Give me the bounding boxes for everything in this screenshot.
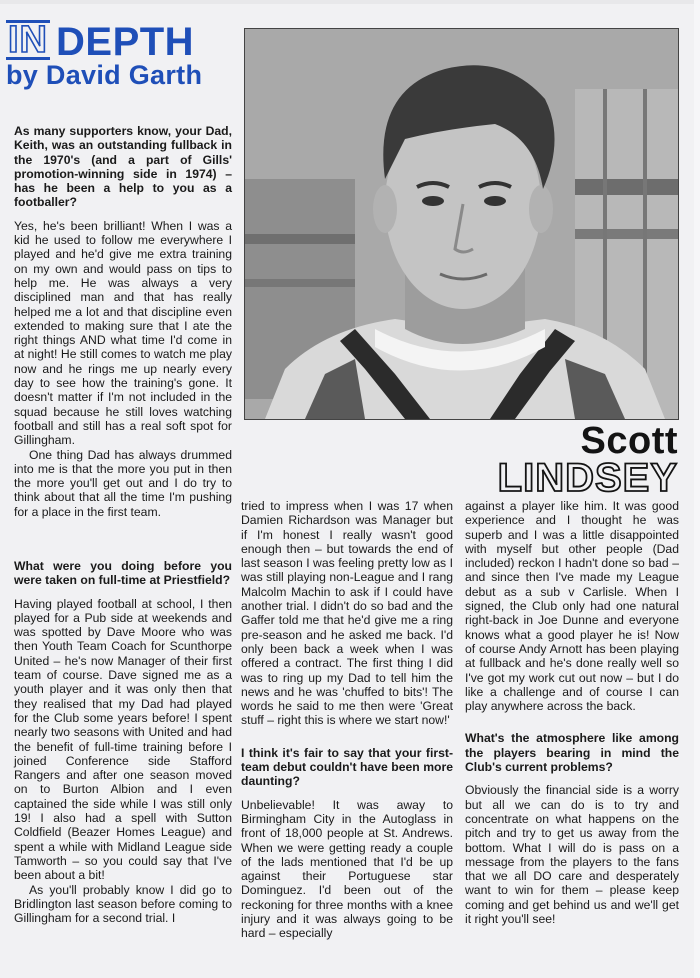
answer-2-continued: tried to impress when I was 17 when Damien Richardson was Manager but if I'm honest I really wasn't good enough then – but towards the end of last season I was feeling pretty low as I was still playing non-League and I rang Malcolm Machin to ask if I could have another trial. I didn't do so bad and the Gaffer told me that he'd give me a ring pre-season and he asked me back. I'd only been back a week when I was offered a contract. The first thing I did was to ring up my Dad to tell him the news and he was 'chuffed to bits'! The words he said to me then were 'Great stuff – right this is where we start now!' (241, 499, 453, 728)
question-1: As many supporters know, your Dad, Keith, was an outstanding fullback in the 1970's (and a part of Gills' promotion-winning side in 1974) – has he been a help to you as a footballer? (14, 124, 232, 210)
page-right-margin (694, 0, 700, 978)
answer-3-continued: against a player like him. It was good experience and I thought he was superb and I was a little disappointed with myself but other people (Dad included) reckon I hadn't done so bad – and since then I've made my League debut as a sub v Carlisle. When I signed, the Club only had one natural right-back in Joe Dunne and everyone knows what a good player he is! Now of course Andy Arnott has been playing at fullback and he's done really well so I've got my work cut out now – but I do like a challenge and of course I can play anywhere across the back. (465, 499, 679, 714)
answer-1-paragraph-2: One thing Dad has always drummed into me is that the more you put in then the more you'll get out and I do try to think about that all the time I'm pushing for a place in the first team. (14, 447, 232, 519)
masthead (6, 19, 238, 92)
answer-3-paragraph-1: Unbelievable! It was away to Birmingham City in the Autoglass in front of 18,000 people at St. Andrews. When we were getting ready a couple of the lads mentioned that I'd be up against their Portuguese star Dominguez. I'd been out of the reckoning for three months with a knee injury and it was always going to be hard – especially (241, 797, 453, 941)
answer-1-paragraph-1: Yes, he's been brilliant! When I was a kid he used to follow me everywhere I played and he'd give me extra training on my own and would pass on tips to help me. He was always a very disciplined man and that has really helped me a lot and that discipline even extended to making sure that I ate the right things AND what time I'd come in at night! He still comes to watch me play now and he rings me up nearly every day to see how the training's gone. It doesn't matter if I'm not included in the squad because he still loves watching football and still has a real soft spot for Gillingham. (14, 218, 232, 448)
column-1-top (14, 124, 232, 519)
masthead-in: IN (8, 19, 48, 61)
answer-2-paragraph-2: As you'll probably know I did go to Bridlington last season before coming to Gillingham for a second trial. I (14, 882, 232, 926)
byline: by David Garth (6, 60, 203, 90)
page-top-border (0, 0, 700, 4)
masthead-title (6, 19, 195, 64)
answer-4-paragraph-1: Obviously the financial side is a worry but all we can do is to try and concentrate on what happens on the pitch and try to get us away from the bottom. What I will do is pass on a message from the players to the fans that we all DO care and desperately want to win for them – please keep coming and get behind us and we'll get it right you'll see! (465, 783, 679, 927)
player-name (497, 420, 678, 500)
answer-2-paragraph-1: Having played football at school, I then played for a Pub side at weekends and was spotted by Dave Moore who was then Youth Team Coach for Scunthorpe United – he's now Manager of their first team of course. Dave signed me as a youth player and it was only then that they realised that my Dad had played for the Club some years before! I spent nearly two seasons with United and had the benefit of full-time training before I joined Conference side Stafford Rangers and after one season moved on to Burton Albion and I even captained the side while I was still only 19! I also had a spell with Sutton Coldfield (Beazer Homes League) and spent a while with Midland League side Tamworth – so you could say that I've been about a bit! (14, 596, 232, 883)
column-2 (241, 499, 453, 941)
player-portrait-image (245, 29, 678, 419)
player-photo (244, 28, 679, 420)
question-4: What's the atmosphere like among the players bearing in mind the Club's current problems? (465, 731, 679, 775)
column-3 (465, 499, 679, 926)
masthead-depth: DEPTH (56, 20, 195, 64)
column-1-bottom (14, 559, 232, 925)
question-2: What were you doing before you were taken on full-time at Priestfield? (14, 559, 232, 588)
player-first-name: Scott (580, 420, 678, 462)
player-last-name: LINDSEY (497, 456, 678, 500)
question-3: I think it's fair to say that your first-team debut couldn't have been more daunting? (241, 745, 453, 789)
